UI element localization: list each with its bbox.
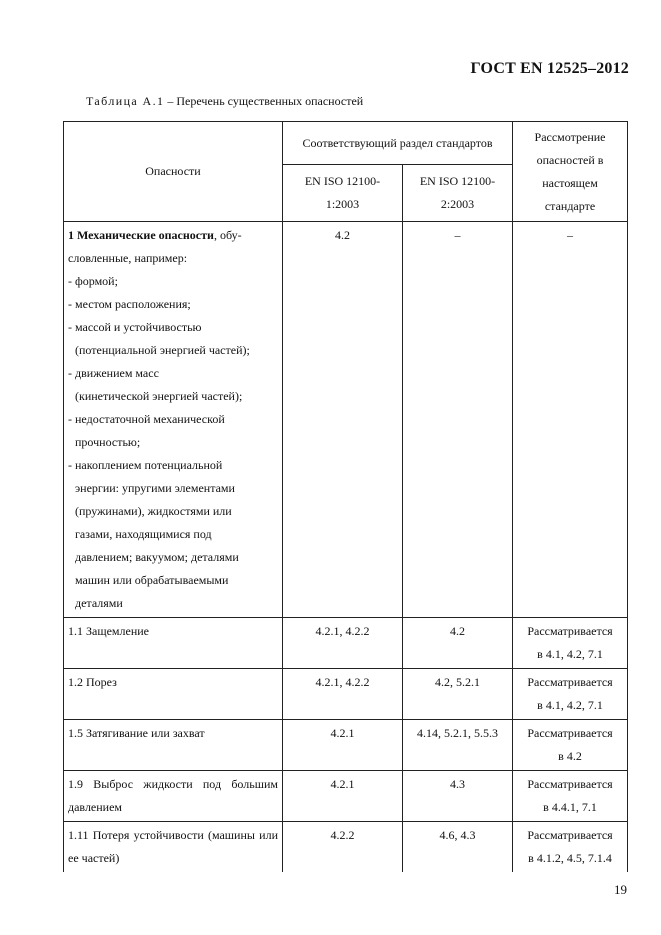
iso-12100-1-cell: 4.2.1 [283,771,403,822]
hazard-line: (пружинами), жидкостями или [75,504,232,518]
iso-12100-1-cell: 4.2.2 [283,822,403,873]
table-caption [86,94,363,109]
header-hazards: Опасности [64,122,283,222]
hazard-line: - массой и устойчивостью [68,320,202,334]
hazards-table [63,121,628,872]
considered-cell: Рассматривается в 4.2 [513,720,628,771]
hazard-line: (кинетической энергией частей); [75,389,243,403]
hazard-line: прочностью; [75,435,141,449]
considered-cell: Рассматривается в 4.1.2, 4.5, 7.1.4 [513,822,628,873]
hazard-cell: 1.9 Выброс жидкости под большим давлением [64,771,283,822]
hazard-cell: 1.11 Потеря устойчивости (машины или ее частей) [64,822,283,873]
table-row-group-1 [64,222,628,618]
group-1-iso-12100-2: – [403,222,513,618]
hazard-line: - недостаточной механической [68,412,225,426]
hazard-line: деталями [75,596,123,610]
table-row [64,720,628,771]
table-row [64,669,628,720]
hazard-cell: 1.1 Защемление [64,618,283,669]
iso-12100-2-cell: 4.2 [403,618,513,669]
hazard-group-title-rest: , обу- [213,228,242,242]
hazard-line: - накоплением потенциальной [68,458,223,472]
iso-12100-2-cell: 4.14, 5.2.1, 5.5.3 [403,720,513,771]
hazard-line: машин или обрабатываемыми [75,573,229,587]
table-row [64,771,628,822]
hazard-group-title: 1 Механические опасности [68,228,214,242]
standard-designation: ГОСТ EN 12525–2012 [470,60,629,77]
header-iso-12100-2: EN ISO 12100-2:2003 [403,165,513,222]
header-considered: Рассмотрение опасностей в настоящем стандарте [513,122,628,222]
hazard-line: давлением; вакуумом; деталями [75,550,239,564]
hazard-line: словленные, например: [68,251,188,265]
hazard-line: - движением масс [68,366,159,380]
table-caption-label: Таблица А.1 [86,94,165,108]
hazard-line: - формой; [68,274,118,288]
group-1-iso-12100-1: 4.2 [283,222,403,618]
considered-cell: Рассматривается в 4.4.1, 7.1 [513,771,628,822]
hazard-cell: 1.2 Порез [64,669,283,720]
iso-12100-1-cell: 4.2.1, 4.2.2 [283,669,403,720]
iso-12100-1-cell: 4.2.1, 4.2.2 [283,618,403,669]
considered-cell: Рассматривается в 4.1, 4.2, 7.1 [513,669,628,720]
hazard-line: - местом расположения; [68,297,191,311]
iso-12100-1-cell: 4.2.1 [283,720,403,771]
hazard-line: энергии: упругими элементами [75,481,235,495]
iso-12100-2-cell: 4.3 [403,771,513,822]
iso-12100-2-cell: 4.6, 4.3 [403,822,513,873]
hazard-cell: 1.5 Затягивание или захват [64,720,283,771]
table-header-row [64,122,628,165]
table-caption-separator: – [164,94,177,108]
considered-cell: Рассматривается в 4.1, 4.2, 7.1 [513,618,628,669]
header-iso-12100-1: EN ISO 12100-1:2003 [283,165,403,222]
group-1-considered: – [513,222,628,618]
table-row [64,822,628,873]
hazard-line: (потенциальной энергией частей); [75,343,250,357]
page-number: 19 [614,882,627,897]
hazard-line: газами, находящимися под [75,527,212,541]
hazard-group-1-cell [64,222,283,618]
header-corresponding-section: Соответствующий раздел стандартов [283,122,513,165]
iso-12100-2-cell: 4.2, 5.2.1 [403,669,513,720]
table-row [64,618,628,669]
table-caption-text: Перечень существенных опасностей [176,94,364,108]
